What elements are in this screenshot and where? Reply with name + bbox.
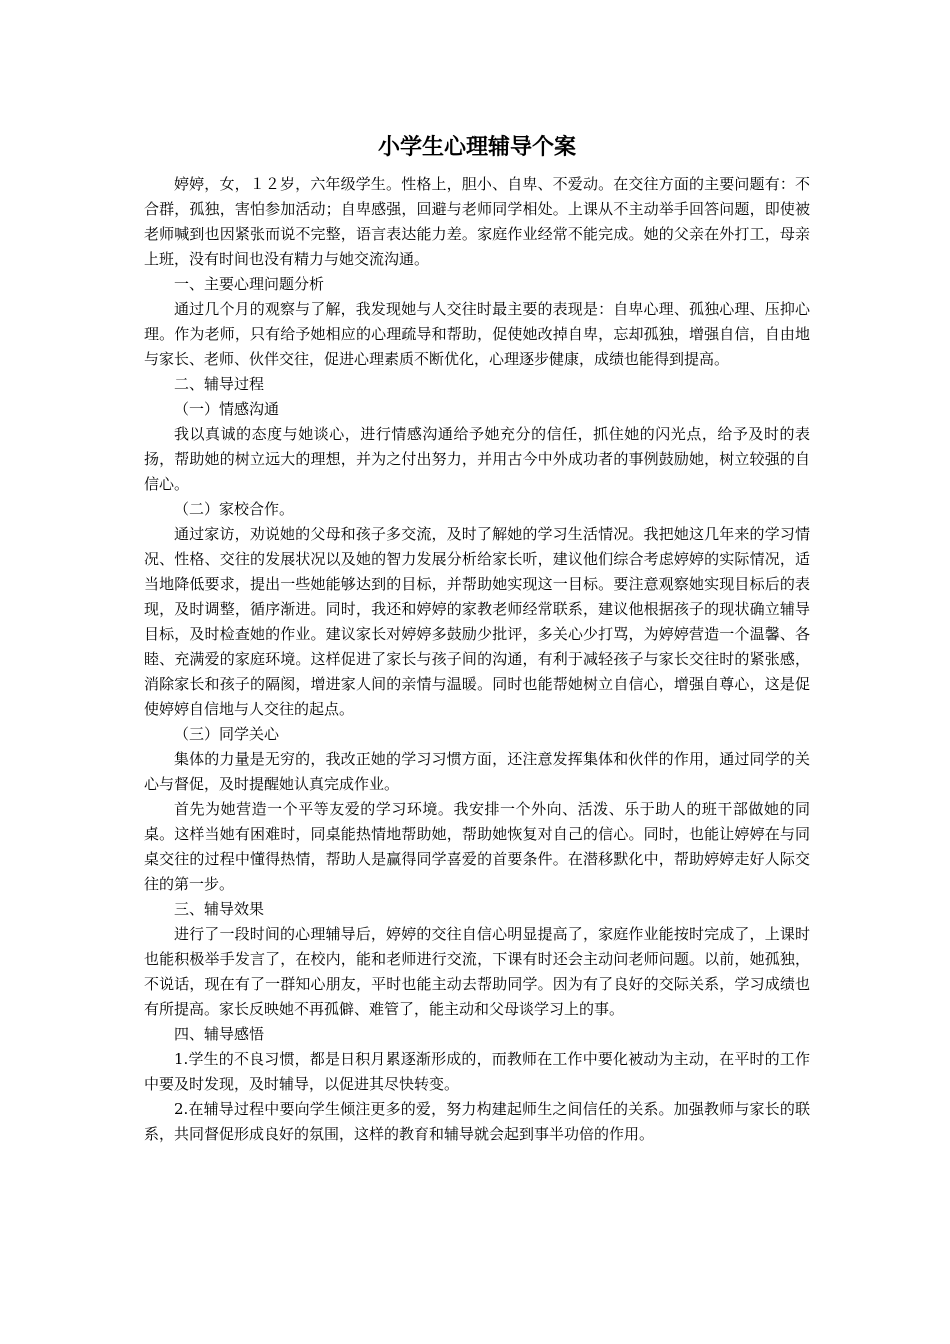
document-page: [144, 128, 810, 1147]
subsection-heading-classmates: （三）同学关心: [174, 725, 280, 743]
home-school-paragraph: 通过家访，劝说她的父母和孩子多交流，及时了解她的学习生活情况。我把她这几年来的学习情况、性格、交往的发展状况以及她的智力发展分析给家长听，建议他们综合考虑婷婷的实际情况，适当地降低要求，提出一些她能够达到的目标，并帮助她实现这一目标。要注意观察她实现目标后的表现，及时调整，循序渐进。同时，我还和婷婷的家教老师经常联系，建议他根据孩子的现状确立辅导目标，及时检查她的作业。建议家长对婷婷多鼓励少批评，多关心少打骂，为婷婷营造一个温馨、各睦、充满爱的家庭环境。这样促进了家长与孩子间的沟通，有利于减轻孩子与家长交往时的紧张感，消除家长和孩子的隔阂，增进家人间的亲情与温暖。同时也能帮她树立自信心，增强自尊心，这是促使婷婷自信地与人交往的起点。: [144, 525, 810, 718]
classmates-paragraph-1: 集体的力量是无穷的，我改正她的学习习惯方面，还注意发挥集体和伙伴的作用，通过同学的关心与督促，及时提醒她认真完成作业。: [144, 750, 810, 793]
emotion-paragraph: 我以真诚的态度与她谈心，进行情感沟通给予她充分的信任，抓住她的闪光点，给予及时的表扬，帮助她的树立远大的理想，并为之付出努力，并用古今中外成功者的事例鼓励她，树立较强的自信心。: [144, 425, 810, 493]
section-heading-reflection: 四、辅导感悟: [174, 1025, 265, 1043]
section-heading-analysis: 一、主要心理问题分析: [174, 275, 325, 293]
classmates-paragraph-2: 首先为她营造一个平等友爱的学习环境。我安排一个外向、活泼、乐于助人的班干部做她的同桌。这样当她有困难时，同桌能热情地帮助她，帮助她恢复对自己的信心。同时，也能让婷婷在与同桌交往的过程中懂得热情，帮助人是赢得同学喜爱的首要条件。在潜移默化中，帮助婷婷走好人际交往的第一步。: [144, 800, 810, 893]
subsection-heading-emotion: （一）情感沟通: [174, 400, 280, 418]
intro-paragraph: 婷婷，女，１２岁，六年级学生。性格上，胆小、自卑、不爱动。在交往方面的主要问题有：不合群，孤独，害怕参加活动；自卑感强，回避与老师同学相处。上课从不主动举手回答问题，即使被老师喊到也因紧张而说不完整，语言表达能力差。家庭作业经常不能完成。她的父亲在外打工，母亲上班，没有时间也没有精力与她交流沟通。: [144, 175, 810, 268]
section-heading-effect: 三、辅导效果: [174, 900, 265, 918]
section-heading-process: 二、辅导过程: [174, 375, 265, 393]
effect-paragraph: 进行了一段时间的心理辅导后，婷婷的交往自信心明显提高了，家庭作业能按时完成了，上课时也能积极举手发言了，在校内，能和老师进行交流，下课有时还会主动问老师问题。以前，她孤独，不说话，现在有了一群知心朋友，平时也能主动去帮助同学。因为有了良好的交际关系，学习成绩也有所提高。家长反映她不再孤僻、难管了，能主动和父母谈学习上的事。: [144, 925, 810, 1018]
document-title: 小学生心理辅导个案: [377, 135, 576, 160]
reflection-item-2: 2.在辅导过程中要向学生倾注更多的爱，努力构建起师生之间信任的关系。加强教师与家长的联系，共同督促形成良好的氛围，这样的教育和辅导就会起到事半功倍的作用。: [144, 1100, 810, 1143]
analysis-paragraph: 通过几个月的观察与了解，我发现她与人交往时最主要的表现是：自卑心理、孤独心理、压抑心理。作为老师，只有给予她相应的心理疏导和帮助，促使她改掉自卑，忘却孤独，增强自信，自由地与家长、老师、伙伴交往，促进心理素质不断优化，心理逐步健康，成绩也能得到提高。: [144, 300, 810, 368]
reflection-item-1: 1.学生的不良习惯，都是日积月累逐渐形成的，而教师在工作中要化被动为主动，在平时的工作中要及时发现，及时辅导，以促进其尽快转变。: [144, 1050, 810, 1093]
subsection-heading-home-school: （二）家校合作。: [174, 500, 295, 518]
